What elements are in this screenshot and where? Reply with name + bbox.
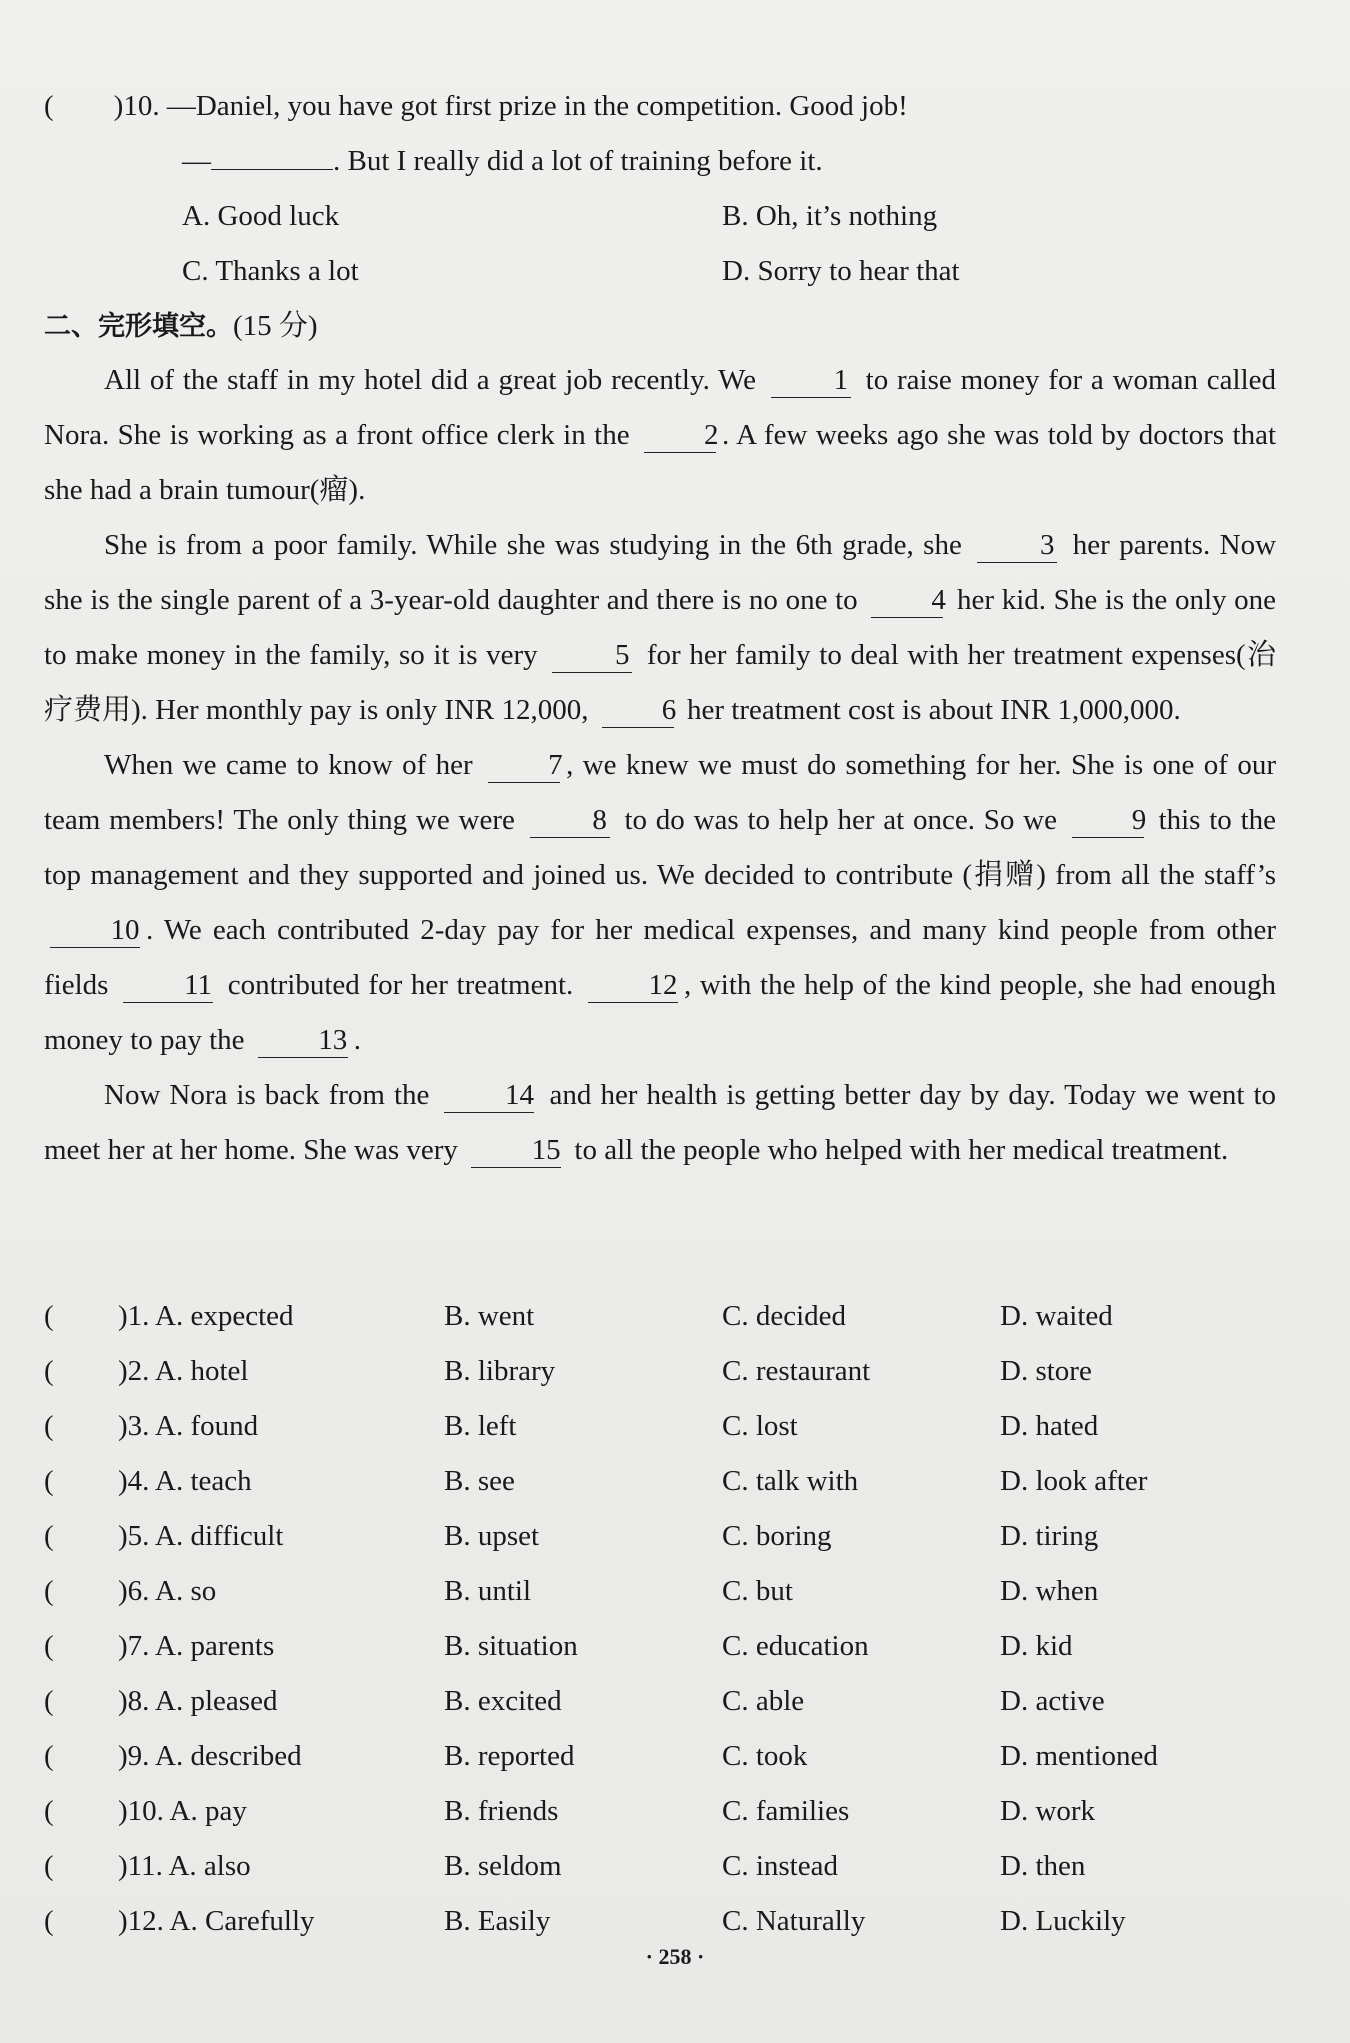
option-a: )12. A. Carefully <box>118 1905 315 1937</box>
text: contributed for her treatment. <box>227 969 574 1001</box>
option-b: B. reported <box>444 1740 575 1772</box>
option-d: D. waited <box>1000 1300 1113 1332</box>
answer-paren[interactable]: ( <box>44 1575 54 1607</box>
answer-paren[interactable]: ( <box>44 1850 54 1882</box>
blank-10[interactable]: 10 <box>50 913 140 948</box>
option-b: B. library <box>444 1355 556 1387</box>
option-b: B. see <box>444 1465 515 1497</box>
option-c: C. able <box>722 1685 805 1717</box>
option-c: C. took <box>722 1740 808 1772</box>
option-b: B. seldom <box>444 1850 562 1882</box>
blank-6[interactable]: 6 <box>602 693 674 728</box>
option-a: )4. A. teach <box>118 1465 252 1497</box>
paragraph-2 <box>44 518 1276 738</box>
blank-15[interactable]: 15 <box>471 1133 561 1168</box>
text: this to the top management and they supported and joined us. We decided to contribute (捐赠) from all the staff’s <box>44 804 1277 891</box>
option-c: C. Naturally <box>722 1905 866 1937</box>
option-a: )7. A. parents <box>118 1630 275 1662</box>
text: to all the people who helped with her medical treatment. <box>574 1134 1229 1166</box>
option-c: C. restaurant <box>722 1355 871 1387</box>
answer-paren[interactable]: ( <box>44 1520 54 1552</box>
text: for her family to deal with her treatment expenses(治疗费用). Her monthly pay is only INR 12,000, <box>44 639 1276 726</box>
answer-paren[interactable]: ( <box>44 1740 54 1772</box>
option-c: C. instead <box>722 1850 838 1882</box>
option-b: B. went <box>444 1300 535 1332</box>
blank-7[interactable]: 7 <box>488 748 560 783</box>
q10-reply-text: . But I really did a lot of training before it. <box>333 145 823 177</box>
page-number: · 258 · <box>645 1944 705 1969</box>
answer-paren[interactable]: ( <box>44 1905 54 1937</box>
option-a: )2. A. hotel <box>118 1355 249 1387</box>
text: her kid. She is the only one to make money in the family, so it is very <box>44 584 1277 671</box>
paragraph-4 <box>44 1068 1276 1178</box>
option-b: B. until <box>444 1575 532 1607</box>
answer-paren: ( <box>44 90 54 122</box>
text: . A few weeks ago she was told by doctors that she had a brain tumour(瘤). <box>44 419 1277 506</box>
option-c: C. boring <box>722 1520 832 1552</box>
text: to do was to help her at once. So we <box>624 804 1057 836</box>
text: All of the staff in my hotel did a great job recently. We <box>104 364 757 396</box>
text: . We each contributed 2-day pay for her medical expenses, and many kind people from other fields <box>44 914 1276 1001</box>
blank-8[interactable]: 8 <box>530 803 610 838</box>
blank-5[interactable]: 5 <box>552 638 632 673</box>
text: , with the help of the kind people, she had enough money to pay the <box>44 969 1277 1056</box>
option-d: D. tiring <box>1000 1520 1099 1552</box>
blank-14[interactable]: 14 <box>444 1078 534 1113</box>
q10-option-c: C. Thanks a lot <box>182 255 359 287</box>
option-b: B. situation <box>444 1630 578 1662</box>
option-a: )9. A. described <box>118 1740 302 1772</box>
blank-3[interactable]: 3 <box>977 528 1057 563</box>
q10-option-a: A. Good luck <box>182 200 340 232</box>
option-d: D. active <box>1000 1685 1105 1717</box>
option-d: D. then <box>1000 1850 1086 1882</box>
option-d: D. when <box>1000 1575 1099 1607</box>
option-a: )1. A. expected <box>118 1300 294 1332</box>
option-c: C. decided <box>722 1300 847 1332</box>
q10-prompt <box>44 86 908 126</box>
blank-1[interactable]: 1 <box>771 363 851 398</box>
option-d: D. mentioned <box>1000 1740 1158 1772</box>
q10-reply <box>182 141 823 181</box>
blank-12[interactable]: 12 <box>588 968 678 1003</box>
option-d: D. kid <box>1000 1630 1073 1662</box>
option-c: C. talk with <box>722 1465 859 1497</box>
option-c: C. families <box>722 1795 850 1827</box>
option-a: )5. A. difficult <box>118 1520 284 1552</box>
answer-blank[interactable] <box>211 169 333 170</box>
q10-option-b: B. Oh, it’s nothing <box>722 200 938 232</box>
answer-paren[interactable]: ( <box>44 1355 54 1387</box>
reply-dash: — <box>182 145 211 177</box>
answer-paren[interactable]: ( <box>44 1465 54 1497</box>
option-a: )8. A. pleased <box>118 1685 278 1717</box>
text: When we came to know of her <box>104 749 473 781</box>
option-b: B. left <box>444 1410 517 1442</box>
q10-option-d: D. Sorry to hear that <box>722 255 960 287</box>
option-a: )10. A. pay <box>118 1795 247 1827</box>
option-b: B. friends <box>444 1795 559 1827</box>
text: her parents. Now she is the single parent of a 3-year-old daughter and there is no one to <box>44 529 1277 616</box>
option-d: D. work <box>1000 1795 1096 1827</box>
option-c: C. education <box>722 1630 869 1662</box>
text: Now Nora is back from the <box>104 1079 430 1111</box>
option-c: C. but <box>722 1575 793 1607</box>
option-d: D. Luckily <box>1000 1905 1126 1937</box>
option-b: B. Easily <box>444 1905 551 1937</box>
option-a: )3. A. found <box>118 1410 259 1442</box>
option-c: C. lost <box>722 1410 798 1442</box>
blank-13[interactable]: 13 <box>258 1023 348 1058</box>
blank-9[interactable]: 9 <box>1072 803 1144 838</box>
option-a: )11. A. also <box>118 1850 251 1882</box>
option-a: )6. A. so <box>118 1575 217 1607</box>
section-points: (15 分) <box>233 310 318 342</box>
blank-4[interactable]: 4 <box>871 583 943 618</box>
text: and her health is getting better day by day. Today we went to meet her at her home. She was very <box>44 1079 1277 1166</box>
section-title: 二、完形填空。 <box>44 311 233 342</box>
section-heading <box>44 306 318 347</box>
option-b: B. excited <box>444 1685 562 1717</box>
text: She is from a poor family. While she was studying in the 6th grade, she <box>104 529 962 561</box>
option-d: D. hated <box>1000 1410 1099 1442</box>
answer-paren[interactable]: ( <box>44 1410 54 1442</box>
cloze-passage <box>44 353 1276 1178</box>
option-d: D. look after <box>1000 1465 1148 1497</box>
option-b: B. upset <box>444 1520 540 1552</box>
paragraph-3 <box>44 738 1276 1068</box>
answer-paren[interactable]: ( <box>44 1795 54 1827</box>
answer-paren[interactable]: ( <box>44 1300 54 1332</box>
text: her treatment cost is about INR 1,000,000. <box>687 694 1181 726</box>
answer-paren[interactable]: ( <box>44 1685 54 1717</box>
answer-paren[interactable]: ( <box>44 1630 54 1662</box>
text: . <box>353 1024 362 1056</box>
text: to raise money for a woman called Nora. She is working as a front office clerk in the <box>44 364 1277 451</box>
blank-2[interactable]: 2 <box>644 418 716 453</box>
paragraph-1 <box>44 353 1276 518</box>
option-d: D. store <box>1000 1355 1092 1387</box>
text: , we knew we must do something for her. She is one of our team members! The only thing we were <box>44 749 1276 836</box>
blank-11[interactable]: 11 <box>123 968 213 1003</box>
q10-prompt-text: )10. —Daniel, you have got first prize in the competition. Good job! <box>113 90 908 122</box>
